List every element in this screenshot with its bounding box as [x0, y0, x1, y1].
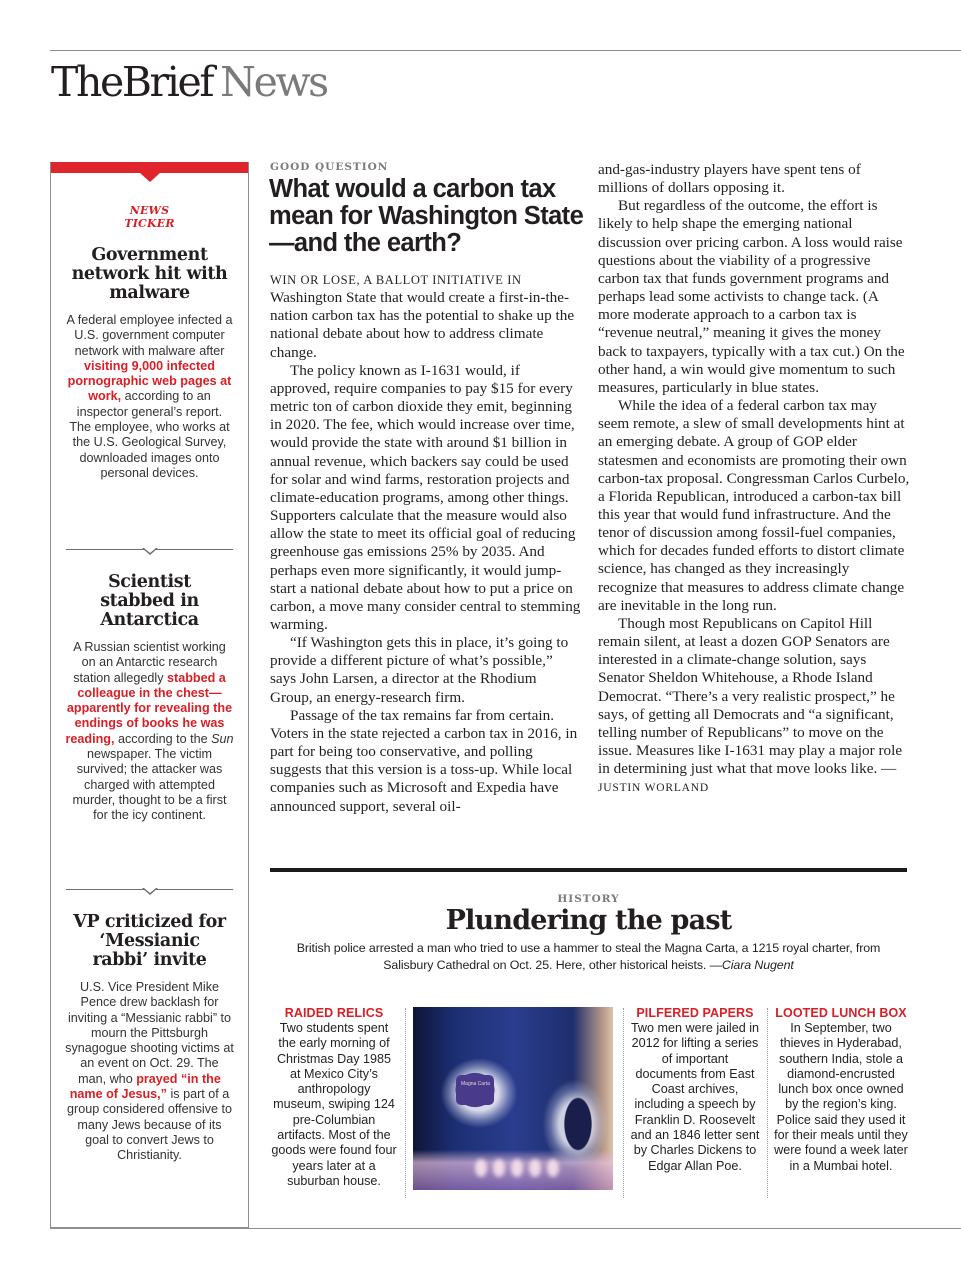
ticker-accent-bar: [51, 162, 248, 173]
ticker-story: [51, 246, 248, 481]
body-text: U.S. Vice President Mike Pence drew backlash for inviting a “Messianic rabbi” to mourn the Pittsburgh synagogue shooting victims at an event on Oct. 29. The man, who: [65, 980, 234, 1086]
ticker-notch-icon: [140, 173, 160, 182]
ticker-story-body: [51, 640, 248, 824]
article-column-2: [598, 161, 910, 797]
photo-light: [493, 1159, 505, 1177]
article-paragraph: But regardless of the outcome, the effort is likely to help shape the emerging national discussion over pricing carbon. A loss would raise questions about the viability of a progressive carbon tax that funds government programs and perhaps lead some activists to change tack. (A more moderate approach to a carbon tax is “revenue neutral,” meaning it gives the money back to taxpayers, typically with a tax cut.) On the other hand, a win would give momentum to such measures, particularly in blue states.: [598, 197, 905, 396]
article-paragraph: and-gas-industry players have spent tens of millions of dollars opposing it.: [598, 161, 861, 197]
body-text: A federal employee infected a U.S. government computer network with malware after: [66, 313, 233, 358]
lead-smallcaps: WIN OR LOSE, A BALLOT INITIATIVE IN: [270, 273, 522, 287]
body-text: A Russian scientist working on an Antarctic research station allegedly: [73, 640, 226, 685]
ticker-story: [51, 913, 248, 1164]
page-title: [51, 58, 327, 106]
body-text: newspaper. The victim survived; the attacker was charged with attempted murder, thought to be a first for the icy continent.: [72, 747, 227, 823]
heist-body: In September, two thieves in Hyderabad, southern India, stole a diamond-encrusted lunch box once owned by the region’s king. Police said they used it for their meals until they were found a week later in a Mumbai hotel.: [774, 1021, 908, 1173]
photo-light: [475, 1159, 487, 1177]
top-rule: [50, 50, 961, 51]
article-paragraph: The policy known as I-1631 would, if approved, require companies to pay $15 for every metric ton of carbon dioxide they emit, beginning in 2020. The fee, which would increase over time, would provide the state with around $1 billion in annual revenue, which backers say could be used for solar and wind farms, restoration projects and climate-education programs, among other things. Supporters calculate that the measure would also allow the state to meet its official goal of reducing greenhouse gas emissions 25% by 2035. And perhaps even more significantly, it would jump-start a national debate about how to put a price on carbon, a move many consider central to stemming warming.: [270, 361, 581, 633]
plaque-text: Magna Carta: [461, 1081, 490, 1087]
ticker-story-headline: VP criticized for ‘Messianic rabbi’ invite: [73, 912, 226, 970]
ticker-label-line1: NEWS: [129, 204, 170, 217]
dotted-divider: [767, 1008, 768, 1198]
ticker-story-body: [51, 313, 248, 481]
story-divider: [66, 889, 233, 890]
ticker-story-body: [51, 980, 248, 1164]
author-byline: JUSTIN WORLAND: [598, 782, 709, 795]
paragraph-text: Washington State that would create a first-in-the-nation carbon tax has the potential to shake up the national debate about how to address climate change.: [270, 289, 575, 361]
paragraph-text: Though most Republicans on Capitol Hill remain silent, at least a dozen GOP Senators are interested in a climate-change solution, says Senator Sheldon Whitehouse, a Rhode Island Democrat. “There’s a very realistic prospect,” he says, of getting all Democrats and “a significant, telling number of Republicans” to move on the issue. Measures like I-1631 may play a major role in determining just what that move looks like. —: [598, 614, 903, 778]
news-ticker-sidebar: [50, 162, 249, 1228]
highlight-text: stabbed a colleague in the chest—apparently for revealing the endings of books he was reading,: [65, 670, 233, 746]
article-kicker: GOOD QUESTION: [270, 161, 389, 173]
heist-item: [630, 1006, 760, 1174]
magna-carta-case-photo: [413, 1007, 613, 1190]
heist-title: PILFERED PAPERS: [636, 1006, 754, 1020]
article-paragraph: [598, 615, 910, 798]
photo-plaque: [456, 1075, 494, 1105]
body-text: according to the: [114, 731, 212, 746]
dek-text: British police arrested a man who tried to use a hammer to steal the Magna Carta, a 1215 royal charter, from Salisbury Cathedral on Oct. 25. Here, other historical heists. —: [296, 941, 881, 972]
article-paragraph: Passage of the tax remains far from certain. Voters in the state rejected a carbon tax in 2016, in part for being too conservative, and polling suggests that this version is a toss-up. While local companies such as Microsoft and Expedia have announced support, several oil-: [270, 706, 578, 815]
photo-light: [511, 1159, 523, 1177]
heist-title: LOOTED LUNCH BOX: [775, 1006, 907, 1020]
dek-author: Ciara Nugent: [721, 958, 794, 972]
heist-title: RAIDED RELICS: [284, 1006, 384, 1020]
photo-light: [547, 1159, 559, 1177]
heist-item: [270, 1006, 398, 1189]
section-rule: [270, 868, 907, 872]
article-paragraph: [270, 271, 582, 362]
heist-body: Two men were jailed in 2012 for lifting a series of important documents from East Coast archives, including a speech by Franklin D. Roosevelt and an 1846 letter sent by Charles Dickens to Edgar Allan Poe.: [630, 1021, 760, 1173]
article-column-1: [270, 271, 582, 816]
body-text: according to an inspector general’s report. The employee, who works at the U.S. Geological Survey, downloaded images onto personal devices.: [69, 389, 230, 480]
heist-item: [772, 1006, 910, 1174]
article-paragraph: While the idea of a federal carbon tax may seem remote, a slew of small developments hint at an emerging debate. A group of GOP elder statesmen and economists are promoting their own carbon-tax proposal. Congressman Carlos Curbelo, a Florida Republican, introduced a carbon-tax bill this year that would fund infrastructure. And the tenor of discussion among fossil-fuel companies, which for decades funded efforts to distort climate science, has changed as they increasingly recognize that measures to address climate change are inevitable in the long run.: [598, 397, 910, 614]
ticker-story-headline: Government network hit with malware: [71, 245, 228, 303]
history-title: Plundering the past: [445, 905, 732, 936]
article-paragraph: “If Washington gets this in place, it’s going to provide a different picture of what’s possible,” says John Larsen, a director at the Rhodium Group, an energy-research firm.: [270, 634, 569, 706]
page-title-section: News: [220, 58, 327, 106]
ticker-label: [51, 204, 248, 230]
publication-name: Sun: [211, 731, 234, 746]
ticker-story-headline: Scientist stabbed in Antarctica: [100, 572, 199, 630]
dotted-divider: [405, 1008, 406, 1198]
ticker-label-line2: TICKER: [124, 217, 175, 230]
heist-body: Two students spent the early morning of Christmas Day 1985 at Mexico City’s anthropology museum, swiping 124 pre-Columbian artifacts. Most of the goods were found four years later at a suburban house.: [271, 1021, 397, 1188]
dotted-divider: [623, 1008, 624, 1198]
page-title-main: TheBrief: [51, 58, 213, 106]
article-headline: What would a carbon tax mean for Washington State—and the earth?: [269, 175, 584, 257]
highlight-text: visiting 9,000 infected pornographic web pages at work,: [67, 358, 232, 404]
highlight-text: prayed “in the name of Jesus,”: [69, 1071, 221, 1102]
ticker-story: [51, 573, 248, 824]
history-kicker: HISTORY: [557, 893, 620, 905]
photo-light: [529, 1159, 541, 1177]
body-text: is part of a group considered offensive to many Jews because of its goal to convert Jews to Christianity.: [67, 1087, 232, 1163]
bottom-rule: [50, 1228, 961, 1229]
history-dek: [290, 940, 887, 974]
story-divider: [66, 549, 233, 550]
